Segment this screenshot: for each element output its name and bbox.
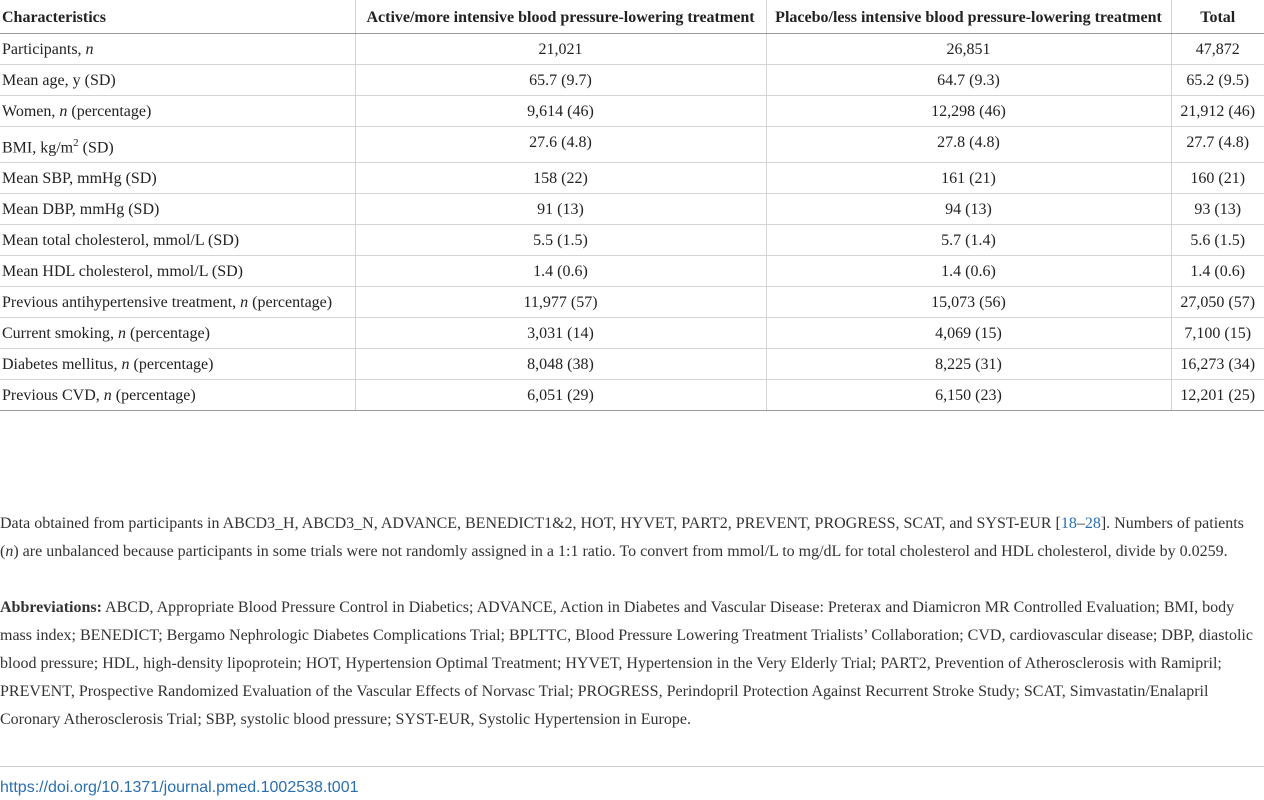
cell-total: 93 (13) xyxy=(1171,194,1264,225)
table-row xyxy=(0,34,1264,65)
row-label: Mean age, y (SD) xyxy=(0,65,355,96)
cell-total: 5.6 (1.5) xyxy=(1171,225,1264,256)
doi-link[interactable]: https://doi.org/10.1371/journal.pmed.1002538.t001 xyxy=(0,779,359,796)
reference-link-start[interactable]: 18 xyxy=(1060,515,1077,532)
row-label: Mean total cholesterol, mmol/L (SD) xyxy=(0,225,355,256)
cell-active: 3,031 (14) xyxy=(355,318,766,349)
table-row xyxy=(0,96,1264,127)
table-row xyxy=(0,225,1264,256)
cell-active: 21,021 xyxy=(355,34,766,65)
footnote-text-3: ) are unbalanced because participants in some trials were not randomly assigned in a 1:1 ratio. To convert from mmol/L to mg/dL for total cholesterol and HDL cholesterol, divide by 0.0259. xyxy=(13,543,1228,560)
cell-active: 158 (22) xyxy=(355,163,766,194)
table-footnote xyxy=(0,510,1262,566)
row-label: Previous CVD, n (percentage) xyxy=(0,380,355,411)
footnote-n: n xyxy=(5,543,14,560)
cell-total: 1.4 (0.6) xyxy=(1171,256,1264,287)
table-row xyxy=(0,256,1264,287)
cell-active: 6,051 (29) xyxy=(355,380,766,411)
header-placebo-treatment: Placebo/less intensive blood pressure-lowering treatment xyxy=(766,0,1171,34)
cell-total: 160 (21) xyxy=(1171,163,1264,194)
abbreviations-label: Abbreviations: xyxy=(0,599,102,616)
table-row xyxy=(0,380,1264,411)
row-label: Mean HDL cholesterol, mmol/L (SD) xyxy=(0,256,355,287)
cell-placebo: 4,069 (15) xyxy=(766,318,1171,349)
header-total: Total xyxy=(1171,0,1264,34)
table-row xyxy=(0,318,1264,349)
row-label: Women, n (percentage) xyxy=(0,96,355,127)
row-label: Previous antihypertensive treatment, n (percentage) xyxy=(0,287,355,318)
cell-total: 7,100 (15) xyxy=(1171,318,1264,349)
footer-divider xyxy=(0,766,1264,767)
footnote-text-2: ]. Numbers of patients ( xyxy=(0,515,1244,560)
cell-active: 91 (13) xyxy=(355,194,766,225)
abbreviations-text: ABCD, Appropriate Blood Pressure Control in Diabetics; ADVANCE, Action in Diabetes and Vascular Disease: Preterax and Diamicron MR Controlled Evaluation; BMI, body mass index; BENEDICT; Bergamo Nephrologic Diabetes Complications Trial; BPLTTC, Blood Pressure Lowering Treatment Trialists’ Collaboration; CVD, cardiovascular disease; DBP, diastolic blood pressure; HDL, high-density lipoprotein; HOT, Hypertension Optimal Treatment; HYVET, Hypertension in the Very Elderly Trial; PART2, Prevention of Atherosclerosis with Ramipril; PREVENT, Prospective Randomized Evaluation of the Vascular Effects of Norvasc Trial; PROGRESS, Perindopril Protection Against Recurrent Stroke Study; SCAT, Simvastatin/Enalapril Coronary Atherosclerosis Trial; SBP, systolic blood pressure; SYST-EUR, Systolic Hypertension in Europe. xyxy=(0,599,1253,728)
cell-placebo: 94 (13) xyxy=(766,194,1171,225)
cell-active: 65.7 (9.7) xyxy=(355,65,766,96)
cell-placebo: 15,073 (56) xyxy=(766,287,1171,318)
cell-total: 16,273 (34) xyxy=(1171,349,1264,380)
cell-placebo: 5.7 (1.4) xyxy=(766,225,1171,256)
row-label: Mean DBP, mmHg (SD) xyxy=(0,194,355,225)
cell-total: 27.7 (4.8) xyxy=(1171,127,1264,163)
cell-active: 8,048 (38) xyxy=(355,349,766,380)
abbreviations-note xyxy=(0,594,1262,734)
table-row xyxy=(0,287,1264,318)
cell-active: 11,977 (57) xyxy=(355,287,766,318)
cell-total: 65.2 (9.5) xyxy=(1171,65,1264,96)
cell-placebo: 6,150 (23) xyxy=(766,380,1171,411)
cell-placebo: 12,298 (46) xyxy=(766,96,1171,127)
reference-link-end[interactable]: 28 xyxy=(1084,515,1101,532)
row-label: Participants, n xyxy=(0,34,355,65)
table-row xyxy=(0,349,1264,380)
cell-active: 27.6 (4.8) xyxy=(355,127,766,163)
cell-placebo: 27.8 (4.8) xyxy=(766,127,1171,163)
cell-placebo: 26,851 xyxy=(766,34,1171,65)
row-label: Mean SBP, mmHg (SD) xyxy=(0,163,355,194)
cell-total: 12,201 (25) xyxy=(1171,380,1264,411)
table-row xyxy=(0,127,1264,163)
header-active-treatment: Active/more intensive blood pressure-lowering treatment xyxy=(355,0,766,34)
cell-placebo: 8,225 (31) xyxy=(766,349,1171,380)
table-row xyxy=(0,194,1264,225)
footnote-dash: – xyxy=(1076,515,1085,532)
cell-total: 27,050 (57) xyxy=(1171,287,1264,318)
table-row xyxy=(0,163,1264,194)
cell-placebo: 64.7 (9.3) xyxy=(766,65,1171,96)
cell-total: 21,912 (46) xyxy=(1171,96,1264,127)
row-label: BMI, $kg/m^2$ (SD) xyxy=(0,127,355,163)
row-label: Current smoking, n (percentage) xyxy=(0,318,355,349)
footnote-text-1: Data obtained from participants in ABCD3_H, ABCD3_N, ADVANCE, BENEDICT1&2, HOT, HYVET, PART2, PREVENT, PROGRESS, SCAT, and SYST-EUR [ xyxy=(0,515,1061,532)
table-header xyxy=(0,0,1264,34)
table-row xyxy=(0,65,1264,96)
cell-active: 9,614 (46) xyxy=(355,96,766,127)
table-body xyxy=(0,34,1264,411)
cell-placebo: 1.4 (0.6) xyxy=(766,256,1171,287)
cell-active: 5.5 (1.5) xyxy=(355,225,766,256)
cell-active: 1.4 (0.6) xyxy=(355,256,766,287)
row-label: Diabetes mellitus, n (percentage) xyxy=(0,349,355,380)
cell-placebo: 161 (21) xyxy=(766,163,1171,194)
cell-total: 47,872 xyxy=(1171,34,1264,65)
header-characteristics: Characteristics xyxy=(0,0,355,34)
header-row xyxy=(0,0,1264,34)
